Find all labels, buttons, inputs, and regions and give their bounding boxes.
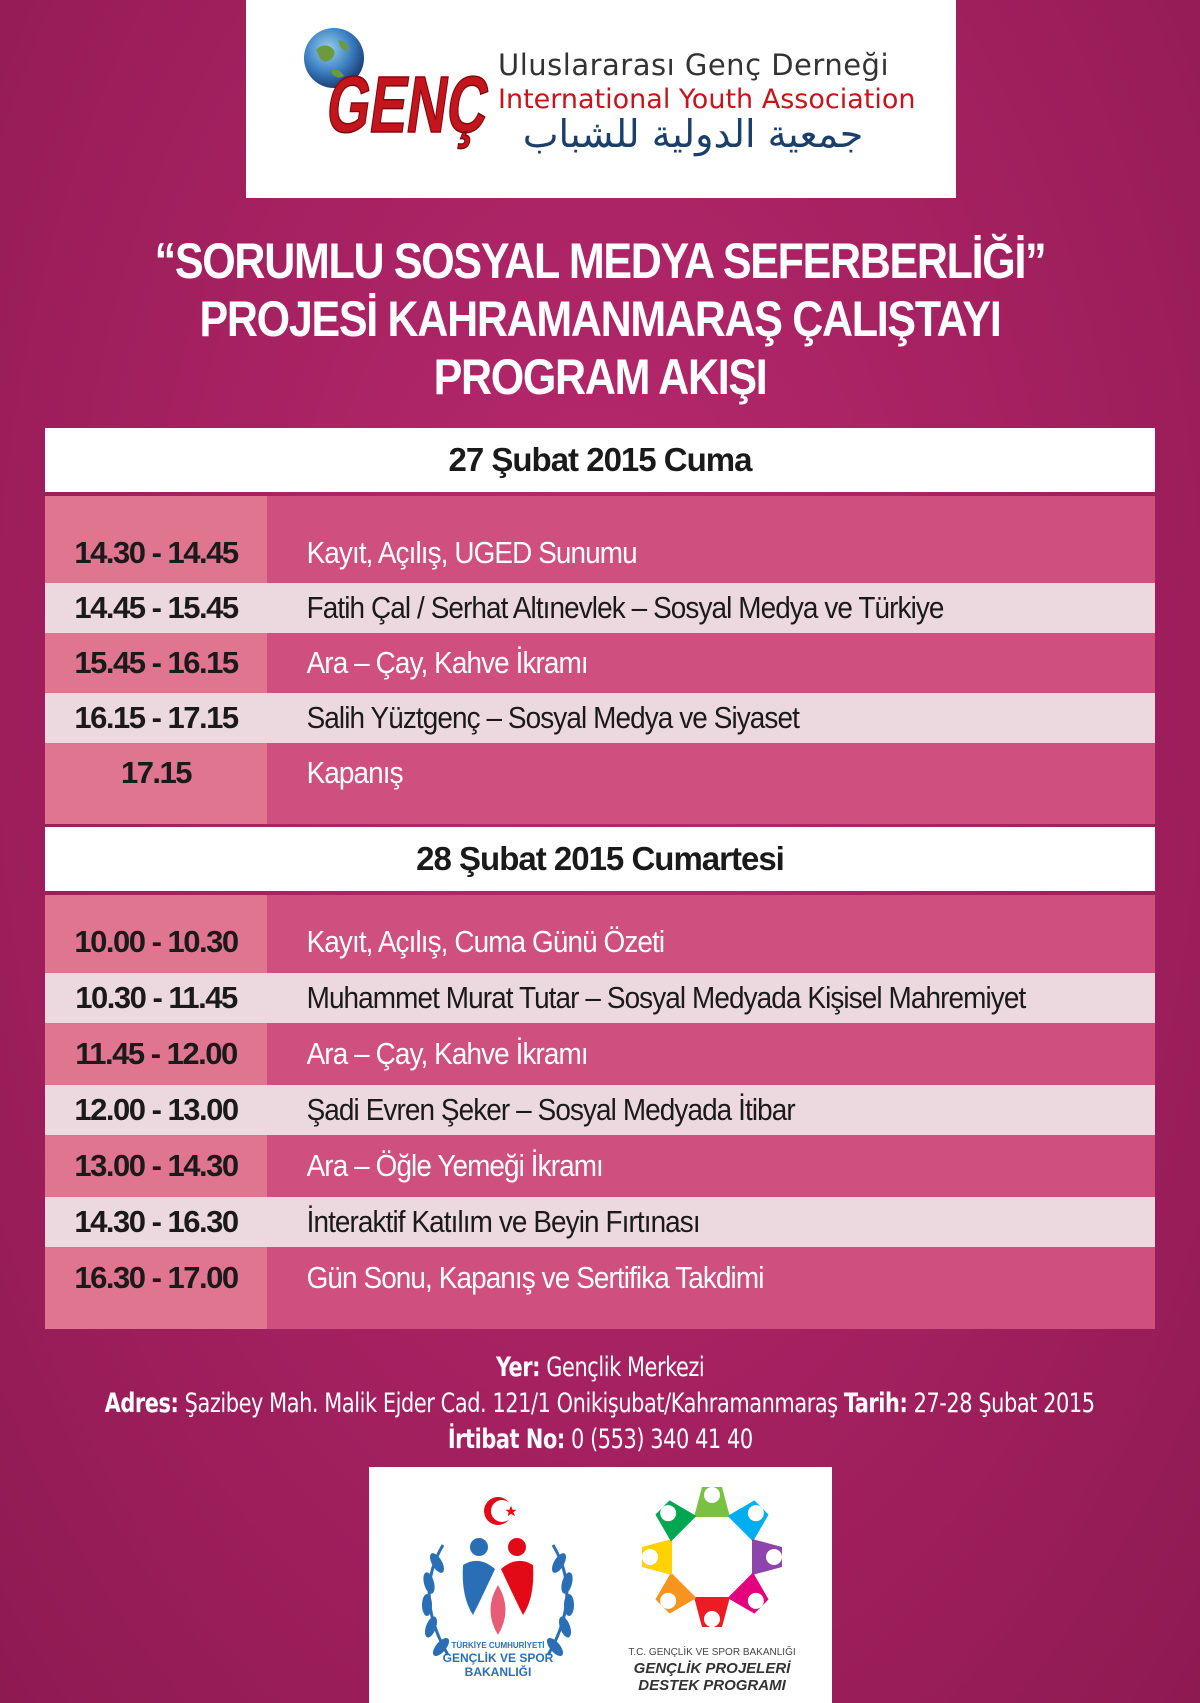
session-time: 17.15: [120, 755, 192, 790]
address-value: Şazibey Mah. Malik Ejder Cad. 121/1 Onikişubat/Kahramanmaraş: [185, 1388, 839, 1419]
session-activity: Şadi Evren Şeker – Sosyal Medyada İtibar: [267, 1085, 1155, 1135]
schedule-row: [45, 528, 1155, 578]
address-label: Adres:: [105, 1388, 179, 1419]
session-activity: Kayıt, Açılış, UGED Sunumu: [306, 535, 637, 570]
program-line-3: DESTEK PROGRAMI: [638, 1677, 786, 1694]
contact-label: İrtibat No:: [447, 1424, 565, 1455]
schedule-row: [45, 1141, 1155, 1191]
date-value: 27-28 Şubat 2015: [914, 1388, 1095, 1419]
schedule-row: [45, 748, 1155, 798]
session-activity: Kayıt, Açılış, Cuma Günü Özeti: [306, 924, 665, 959]
session-time: 14.45 - 15.45: [45, 583, 267, 633]
session-time: 11.45 - 12.00: [75, 1036, 237, 1071]
session-time: 15.45 - 16.15: [74, 645, 238, 680]
session-activity: Ara – Çay, Kahve İkramı: [306, 645, 588, 680]
day-1-header: 27 Şubat 2015 Cuma: [45, 428, 1155, 492]
sponsor-logos-panel: [369, 1467, 832, 1703]
session-time: 12.00 - 13.00: [45, 1085, 267, 1135]
contact-line: [0, 1424, 1200, 1455]
day-2-schedule: [45, 895, 1155, 1329]
session-activity: Ara – Çay, Kahve İkramı: [306, 1036, 588, 1071]
session-time: 13.00 - 14.30: [74, 1148, 238, 1183]
schedule-row: [45, 1197, 1155, 1247]
page-title-line-2: PROJESİ KAHRAMANMARAŞ ÇALIŞTAYI: [199, 291, 1001, 347]
day-1-schedule: [45, 496, 1155, 824]
session-activity: Salih Yüztgenç – Sosyal Medya ve Siyaset: [267, 693, 1155, 743]
logo-word: GENÇ: [321, 60, 566, 150]
genc-logo-icon: [298, 20, 566, 170]
page-title-line-1: “SORUMLU SOSYAL MEDYA SEFERBERLİĞİ”: [154, 233, 1046, 289]
program-line-2: GENÇLİK PROJELERİ: [633, 1660, 791, 1677]
session-time: 10.00 - 10.30: [74, 924, 238, 959]
session-activity: Fatih Çal / Serhat Altınevlek – Sosyal Medya ve Türkiye: [267, 583, 1155, 633]
ministry-line-2: GENÇLİK VE SPOR: [442, 1651, 554, 1665]
schedule-row: [45, 1253, 1155, 1303]
session-time: 14.30 - 16.30: [45, 1197, 267, 1247]
schedule-row: [45, 583, 1155, 633]
contact-value: 0 (553) 340 41 40: [570, 1424, 753, 1455]
session-time: 10.30 - 11.45: [45, 973, 267, 1023]
page-title-line-3: PROGRAM AKIŞI: [433, 349, 767, 405]
session-activity: İnteraktif Katılım ve Beyin Fırtınası: [267, 1197, 1155, 1247]
ministry-emblem-icon: [403, 1485, 593, 1690]
ministry-line-3: BAKANLIĞI: [464, 1665, 532, 1679]
session-activity: Kapanış: [306, 755, 403, 790]
venue-label: Yer:: [495, 1352, 540, 1383]
schedule-row: [45, 1029, 1155, 1079]
org-name-en: International Youth Association: [498, 84, 916, 115]
org-name-tr: Uluslararası Genç Derneği: [498, 48, 890, 82]
session-time: 16.15 - 17.15: [45, 693, 267, 743]
program-line-1: T.C. GENÇLİK VE SPOR BAKANLIĞI: [628, 1647, 796, 1658]
org-name-ar: جمعية الدولية للشباب: [522, 112, 864, 156]
day-2-header: 28 Şubat 2015 Cumartesi: [45, 827, 1155, 891]
schedule-row: [45, 973, 1155, 1023]
venue-value: Gençlik Merkezi: [546, 1352, 705, 1383]
session-activity: Ara – Öğle Yemeği İkramı: [306, 1148, 603, 1183]
schedule-row: [45, 638, 1155, 688]
youth-projects-program-icon: [617, 1477, 807, 1697]
header-logo-panel: [246, 0, 956, 198]
date-label: Tarih:: [844, 1388, 908, 1419]
session-activity: Muhammet Murat Tutar – Sosyal Medyada Kişisel Mahremiyet: [267, 973, 1155, 1023]
address-line: [0, 1388, 1200, 1419]
session-time: 14.30 - 14.45: [74, 535, 238, 570]
schedule-row: [45, 917, 1155, 967]
ministry-line-1: TÜRKİYE CUMHURİYETİ: [451, 1641, 545, 1650]
session-activity: Gün Sonu, Kapanış ve Sertifika Takdimi: [306, 1260, 764, 1295]
schedule-row: [45, 693, 1155, 743]
session-time: 16.30 - 17.00: [74, 1260, 238, 1295]
venue-line: [0, 1352, 1200, 1383]
schedule-row: [45, 1085, 1155, 1135]
